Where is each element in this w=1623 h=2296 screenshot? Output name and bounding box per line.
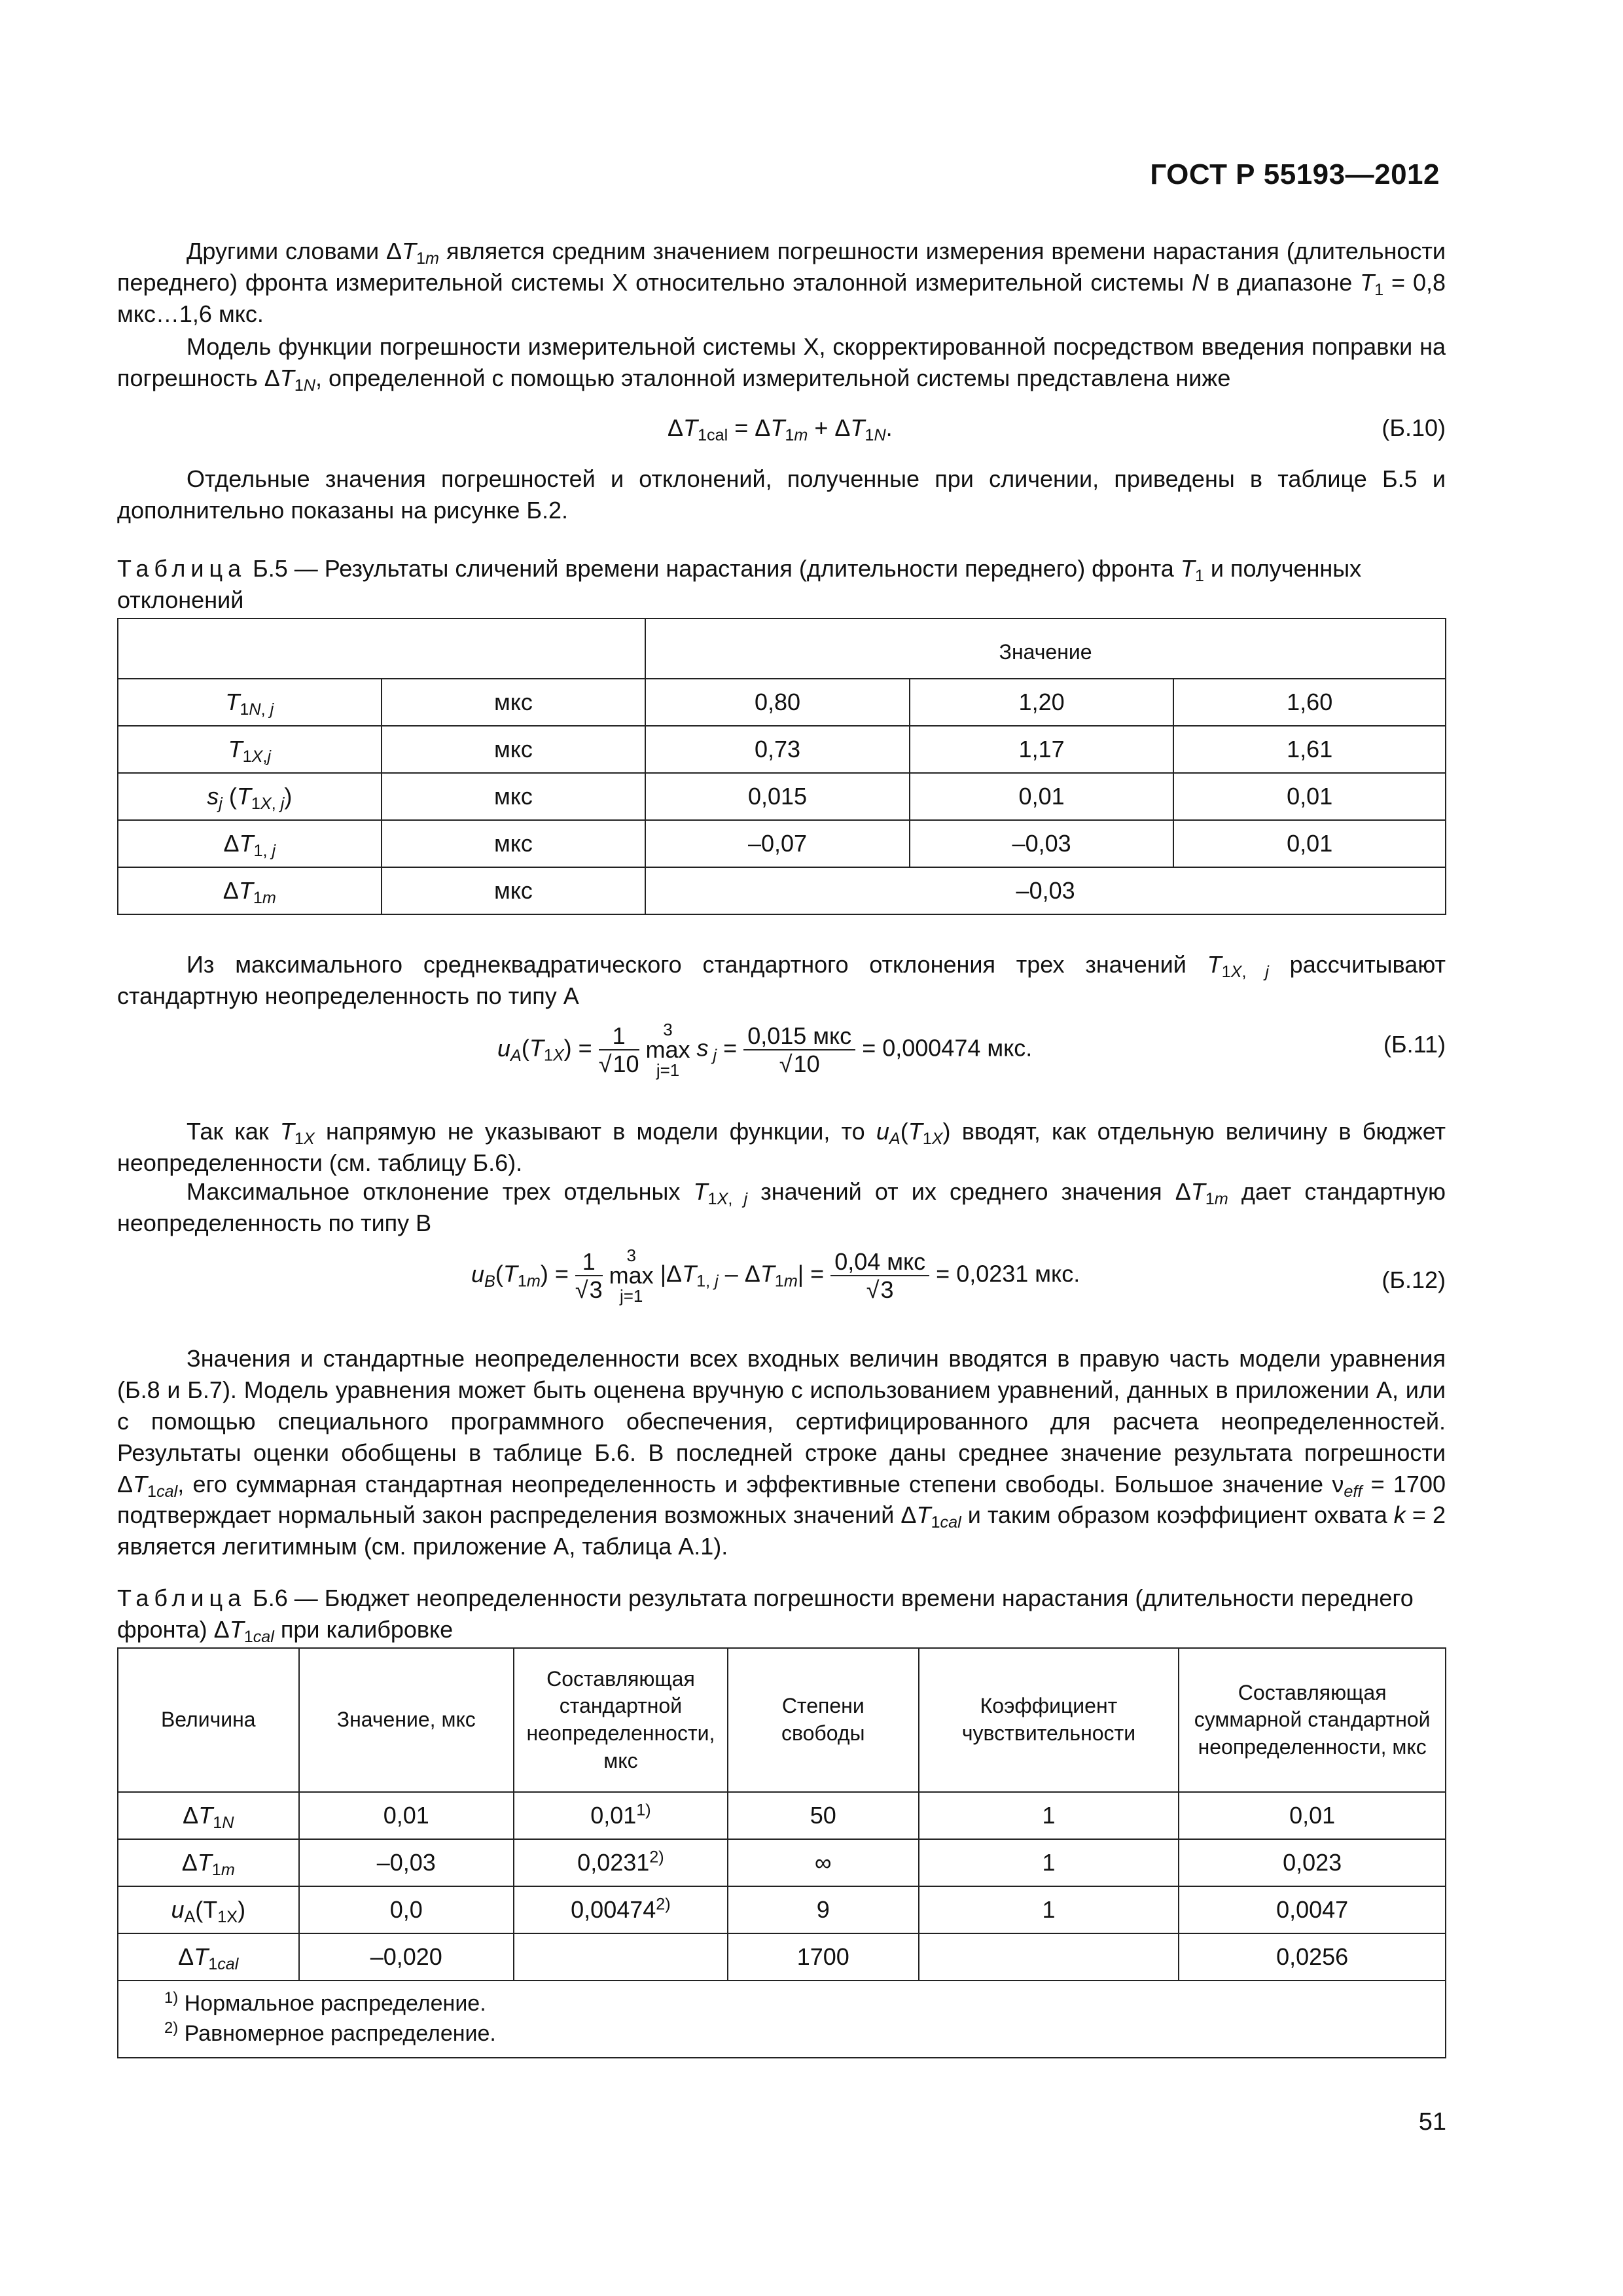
- equation-number-b11: (Б.11): [1383, 1031, 1446, 1058]
- table-cell: 50: [728, 1792, 919, 1839]
- table-header: Степени свободы: [728, 1648, 919, 1792]
- table-cell-quantity: $\Delta T_{1m}$: [118, 867, 382, 914]
- table-cell-quantity: $\Delta T_{1N}$: [118, 1792, 299, 1839]
- document-code: ГОСТ Р 55193—2012: [1150, 158, 1440, 190]
- equation-number-b10: (Б.10): [1382, 414, 1446, 441]
- table-cell: –0,03: [645, 867, 1446, 914]
- table-cell: 1700: [728, 1933, 919, 1981]
- table-cell-quantity: $T_{1N, j}$: [118, 679, 382, 726]
- table-cell: 0,01: [1173, 773, 1446, 820]
- equation-b11: $u_A(T_{1X})$ = $\frac{1}{√10}$ 3 max j=1 s $_j$ = $\frac{\text{0,015 мкс}}{√10}$ = 0,000474 мкс.: [497, 1020, 1033, 1080]
- table-cell: 0,0231$^{2)}$: [514, 1839, 728, 1886]
- table-cell: 9: [728, 1886, 919, 1933]
- table-cell: 0,0: [299, 1886, 514, 1933]
- table-cell: 0,015: [645, 773, 910, 820]
- table-cell: –0,020: [299, 1933, 514, 1981]
- equation-b10: $\Delta T_{1cal} = \Delta T_{1m} + \Delta T_{1N}$.: [668, 414, 893, 445]
- paragraph-3: Отдельные значения погрешностей и отклонений, полученные при сличении, приведены в таблице Б.5 и дополнительно показаны на рисунке Б.2.: [117, 465, 1446, 524]
- table-row: [118, 726, 1446, 773]
- table-footnotes-row: [118, 1981, 1446, 2058]
- table-cell: 1: [919, 1839, 1179, 1886]
- table-cell-quantity: $\Delta T_{1m}$: [118, 1839, 299, 1886]
- table-cell: 0,0047: [1179, 1886, 1446, 1933]
- table-cell-quantity: $s_j$ $(T_{1X, j})$: [118, 773, 382, 820]
- table-header-row: [118, 1648, 1446, 1792]
- table-header: Составляющая стандартной неопределенности, мкс: [514, 1648, 728, 1792]
- paragraph-5: Так как $T_{1X}$ напрямую не указывают в модели функции, то $u_A(T_{1X})$ вводят, как отдельную величину в бюджет неопределенности (см. таблицу Б.6).: [117, 1118, 1446, 1176]
- table-b6-caption: Таблица Б.6 — Бюджет неопределенности результата погрешности времени нарастания (длительности переднего фронта) $\Delta T_{1cal}$ при калибровке: [117, 1585, 1414, 1646]
- table-cell: 0,0256: [1179, 1933, 1446, 1981]
- page-number: 51: [1418, 2108, 1446, 2136]
- table-row: [118, 773, 1446, 820]
- table-cell: 0,80: [645, 679, 910, 726]
- table-header: Составляющая суммарной стандартной неопределенности, мкс: [1179, 1648, 1446, 1792]
- table-b6: [117, 1647, 1446, 2058]
- footnote-1: $^{1)}$ Нормальное распределение.: [164, 1989, 486, 2017]
- table-cell: 0,01: [299, 1792, 514, 1839]
- table-header: Величина: [118, 1648, 299, 1792]
- table-cell: 0,01$^{1)}$: [514, 1792, 728, 1839]
- table-cell: –0,03: [299, 1839, 514, 1886]
- table-cell-unit: мкс: [382, 726, 646, 773]
- table-cell: ∞: [728, 1839, 919, 1886]
- table-cell: 1,20: [910, 679, 1174, 726]
- table-header: Значение, мкс: [299, 1648, 514, 1792]
- table-cell: 0,73: [645, 726, 910, 773]
- table-row: [118, 867, 1446, 914]
- table-row: [118, 1839, 1446, 1886]
- table-cell: 0,01: [910, 773, 1174, 820]
- table-cell: 1,17: [910, 726, 1174, 773]
- table-cell-quantity: $\Delta T_{1cal}$: [118, 1933, 299, 1981]
- table-cell: 1: [919, 1886, 1179, 1933]
- footnote-2: $^{2)}$ Равномерное распределение.: [164, 2019, 496, 2046]
- paragraph-1: Другими словами $\Delta T_{1m}$ является средним значением погрешности измерения времени нарастания (длительности переднего) фронта измерительной системы X относительно эталонной измерительной системы N в диапазоне $T_1 = 0,8$ мкс…1,6 мкс.: [117, 238, 1446, 327]
- table-row: [118, 1886, 1446, 1933]
- table-cell-unit: мкс: [382, 867, 646, 914]
- table-b5-caption: Таблица Б.5 — Результаты сличений времени нарастания (длительности переднего) фронта $T_1$ и полученных отклонений: [117, 555, 1362, 613]
- table-row: [118, 1792, 1446, 1839]
- equation-number-b12: (Б.12): [1382, 1266, 1446, 1293]
- table-cell: [514, 1933, 728, 1981]
- table-cell: –0,03: [910, 820, 1174, 867]
- table-cell-unit: мкс: [382, 679, 646, 726]
- table-cell: 1,60: [1173, 679, 1446, 726]
- table-b5-empty-header: [118, 619, 645, 679]
- table-cell: 0,023: [1179, 1839, 1446, 1886]
- table-b5-header: Значение: [645, 619, 1446, 679]
- table-cell: [919, 1933, 1179, 1981]
- paragraph-7: Значения и стандартные неопределенности всех входных величин вводятся в правую часть модели уравнения (Б.8 и Б.7). Модель уравнения может быть оценена вручную с использованием уравнений, данных в приложении А, или с помощью специального программного обеспечения, сертифицированного для расчета неопределенностей. Результаты оценки обобщены в таблице Б.6. В последней строке даны среднее значение результата погрешности $\Delta T_{1cal}$, его суммарная стандартная неопределенность и эффективные степени свободы. Большое значение $\nu_{eff} = 1700$ подтверждает нормальный закон распределения возможных значений $\Delta T_{1cal}$ и таким образом коэффициент охвата k = 2 является легитимным (см. приложение А, таблица А.1).: [117, 1345, 1446, 1560]
- table-cell-quantity: $u_A(T_{1X})$: [118, 1886, 299, 1933]
- table-row: [118, 820, 1446, 867]
- table-cell: 1: [919, 1792, 1179, 1839]
- table-b5: [117, 618, 1446, 915]
- table-cell: 0,00474$^{2)}$: [514, 1886, 728, 1933]
- table-row: [118, 1933, 1446, 1981]
- table-cell-unit: мкс: [382, 773, 646, 820]
- paragraph-6: Максимальное отклонение трех отдельных $T_{1X, j}$ значений от их среднего значения $\Delta T_{1m}$ дает стандартную неопределенность по типу В: [117, 1178, 1446, 1236]
- equation-b12: $u_B(T_{1m})$ = $\frac{1}{√3}$ 3 max j=1 $|\Delta T_{1, j} - \Delta T_{1m}|$ = $\frac{\text{0,04 мкс}}{√3}$ = 0,0231 мкс.: [471, 1246, 1080, 1306]
- table-cell-quantity: $\Delta T_{1, j}$: [118, 820, 382, 867]
- table-row: [118, 679, 1446, 726]
- table-cell-unit: мкс: [382, 820, 646, 867]
- table-cell: 0,01: [1179, 1792, 1446, 1839]
- table-footnotes: [118, 1981, 1446, 2058]
- table-cell: –0,07: [645, 820, 910, 867]
- paragraph-2: Модель функции погрешности измерительной системы X, скорректированной посредством введения поправки на погрешность $\Delta T_{1N}$, определенной с помощью эталонной измерительной системы представлена ниже: [117, 333, 1446, 395]
- table-cell-quantity: $T_{1X,j}$: [118, 726, 382, 773]
- table-cell: 0,01: [1173, 820, 1446, 867]
- table-header: Коэффициент чувствительности: [919, 1648, 1179, 1792]
- paragraph-4: Из максимального среднеквадратического стандартного отклонения трех значений $T_{1X, j}$ рассчитывают стандартную неопределенность по типу А: [117, 951, 1446, 1009]
- table-cell: 1,61: [1173, 726, 1446, 773]
